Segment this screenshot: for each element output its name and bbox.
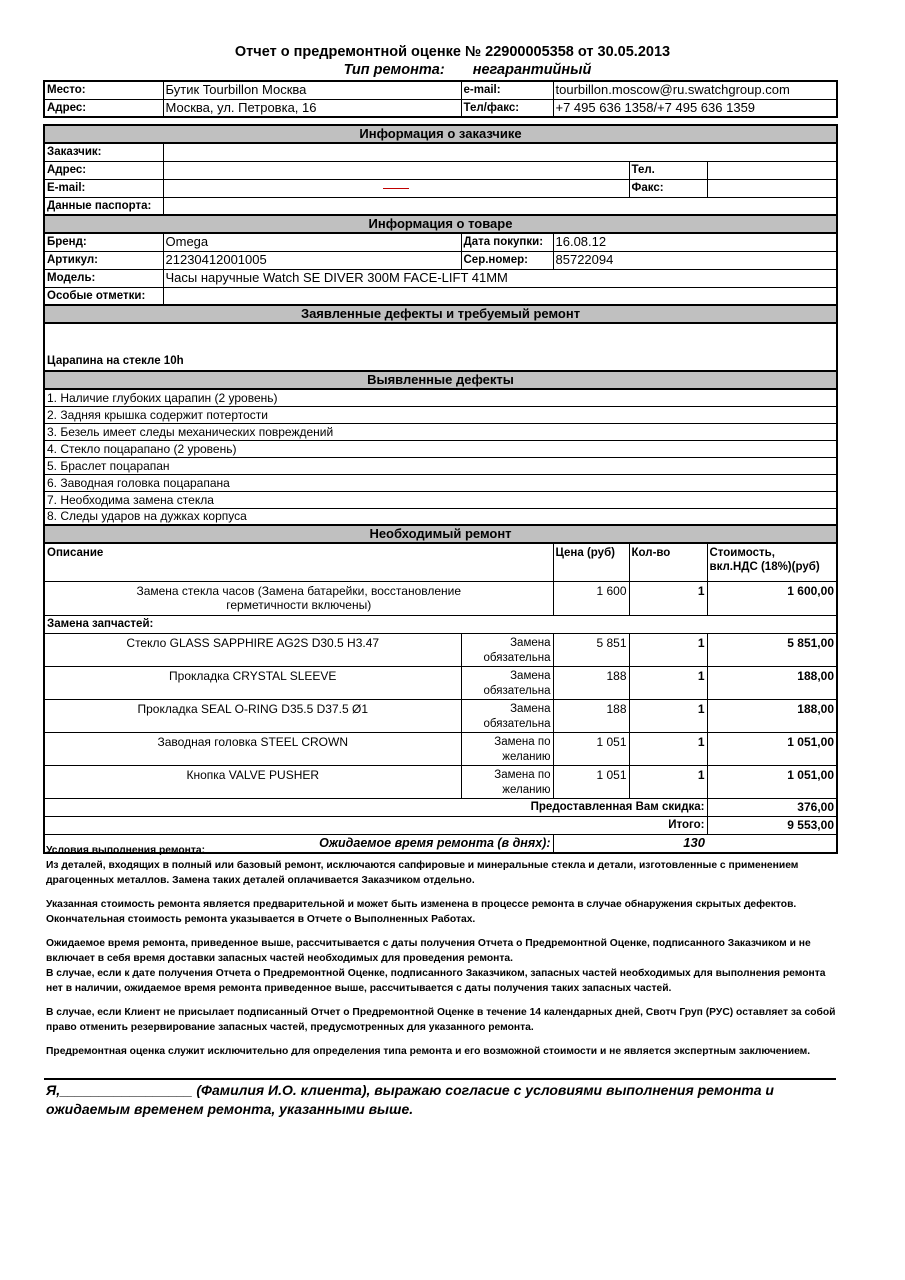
repair-type: [0, 62, 905, 78]
part-name: Стекло GLASS SAPPHIRE AG2S D30.5 H3.47: [44, 633, 461, 666]
document-title: Отчет о предремонтной оценке № 22900005358 от 30.05.2013: [234, 44, 671, 60]
terms-paragraph: Предремонтная оценка служит исключительно для определения типа ремонта и его возможной стоимости и не является экспертным заключением.: [46, 1046, 811, 1057]
part-price: 1 051: [553, 765, 629, 798]
part-row: [44, 633, 837, 666]
part-replacement-type: Замена обязательна: [461, 633, 553, 666]
signature-divider: [44, 1078, 836, 1080]
part-price: 1 051: [553, 732, 629, 765]
part-replacement-type: Замена обязательна: [461, 699, 553, 732]
notes-label: Особые отметки:: [44, 287, 163, 305]
declared-defects-text: Царапина на стекле 10h: [44, 323, 837, 371]
customer-fax-label: Факс:: [629, 179, 707, 197]
repair-section-header: Необходимый ремонт: [44, 525, 837, 543]
passport-label: Данные паспорта:: [44, 197, 163, 215]
defect-item: 5. Браслет поцарапан: [44, 457, 837, 474]
serial-value: 85722094: [553, 251, 837, 269]
email-label: e-mail:: [461, 81, 553, 99]
article-label: Артикул:: [44, 251, 163, 269]
terms-paragraph: Указанная стоимость ремонта является предварительной и может быть изменена в процессе ремонта в случае обнаружения скрытых дефектов. Окончательная стоимость ремонта указывается в Отчете о Выполненных Работах.: [46, 899, 797, 925]
part-row: [44, 732, 837, 765]
parts-label: Замена запчастей:: [44, 615, 837, 633]
defect-item: 1. Наличие глубоких царапин (2 уровень): [44, 389, 837, 406]
article-value: 21230412001005: [163, 251, 461, 269]
part-qty: 1: [629, 633, 707, 666]
terms-paragraph: Ожидаемое время ремонта, приведенное выше, рассчитывается с даты получения Отчета о Предремонтной Оценке, подписанного Заказчиком и не включает в себя время доставки запасных частей необходимых для проведения ремонта.: [46, 938, 811, 964]
boutique-info-table: [43, 80, 838, 118]
customer-address-field[interactable]: [163, 161, 629, 179]
part-row: [44, 699, 837, 732]
discount-value: 376,00: [707, 798, 837, 816]
found-defects-section-header: Выявленные дефекты: [44, 371, 837, 389]
part-qty: 1: [629, 765, 707, 798]
purchase-date-value: 16.08.12: [553, 233, 837, 251]
part-replacement-type: Замена по желанию: [461, 765, 553, 798]
customer-section-header: Информация о заказчике: [44, 125, 837, 143]
repair-terms: [46, 843, 836, 1068]
address-label: Адрес:: [44, 99, 163, 117]
product-section-header: Информация о товаре: [44, 215, 837, 233]
discount-label: Предоставленная Вам скидка:: [44, 798, 707, 816]
passport-field[interactable]: [163, 197, 837, 215]
part-cost: 1 051,00: [707, 732, 837, 765]
phone-label: Тел/факс:: [461, 99, 553, 117]
part-price: 188: [553, 666, 629, 699]
terms-paragraph: В случае, если к дате получения Отчета о Предремонтной Оценке, подписанного Заказчиком, запасных частей необходимых для выполнения ремонта нет в наличии, ожидаемое время ремонта приведенное выше, рассчитывается с даты получения таких запасных частей.: [46, 968, 826, 994]
model-value: Часы наручные Watch SE DIVER 300M FACE-LIFT 41MM: [163, 269, 837, 287]
part-cost: 1 051,00: [707, 765, 837, 798]
terms-heading: Условия выполнения ремонта:: [46, 845, 206, 856]
service-description: Замена стекла часов (Замена батарейки, восстановление герметичности включены): [44, 581, 553, 615]
part-price: 5 851: [553, 633, 629, 666]
customer-tel-label: Тел.: [629, 161, 707, 179]
serial-label: Сер.номер:: [461, 251, 553, 269]
customer-label: Заказчик:: [44, 143, 163, 161]
service-row: [44, 581, 837, 615]
repair-time-label: Ожидаемое время ремонта (в днях):: [44, 834, 553, 853]
defect-item: 6. Заводная головка поцарапана: [44, 474, 837, 491]
customer-email-label: E-mail:: [44, 179, 163, 197]
repair-type-value: негарантийный: [472, 62, 592, 78]
part-name: Прокладка SEAL O-RING D35.5 D37.5 Ø1: [44, 699, 461, 732]
purchase-date-label: Дата покупки:: [461, 233, 553, 251]
brand-value: Omega: [163, 233, 461, 251]
brand-label: Бренд:: [44, 233, 163, 251]
service-cost: 1 600,00: [707, 581, 837, 615]
address-value: Москва, ул. Петровка, 16: [163, 99, 461, 117]
customer-email-field[interactable]: [163, 179, 629, 197]
part-qty: 1: [629, 732, 707, 765]
part-qty: 1: [629, 699, 707, 732]
part-name: Прокладка CRYSTAL SLEEVE: [44, 666, 461, 699]
service-qty: 1: [629, 581, 707, 615]
part-row: [44, 765, 837, 798]
col-description-header: Описание: [44, 543, 553, 581]
terms-paragraph: Из деталей, входящих в полный или базовый ремонт, исключаются сапфировые и минеральные стекла и детали, изготовленные с применением драгоценных металлов. Замена таких деталей оплачивается Заказчиком отдельно.: [46, 860, 799, 886]
place-label: Место:: [44, 81, 163, 99]
part-price: 188: [553, 699, 629, 732]
customer-fax-field[interactable]: [707, 179, 837, 197]
total-value: 9 553,00: [707, 816, 837, 834]
part-replacement-type: Замена по желанию: [461, 732, 553, 765]
defect-item: 8. Следы ударов на дужках корпуса: [44, 508, 837, 525]
defect-item: 4. Стекло поцарапано (2 уровень): [44, 440, 837, 457]
part-cost: 5 851,00: [707, 633, 837, 666]
part-qty: 1: [629, 666, 707, 699]
customer-address-label: Адрес:: [44, 161, 163, 179]
place-value: Бутик Tourbillon Москва: [163, 81, 461, 99]
part-name: Заводная головка STEEL CROWN: [44, 732, 461, 765]
customer-field[interactable]: [163, 143, 837, 161]
part-cost: 188,00: [707, 699, 837, 732]
repair-time-value: 130: [553, 834, 707, 853]
defect-item: 3. Безель имеет следы механических повреждений: [44, 423, 837, 440]
repair-type-label: Тип ремонта:: [343, 62, 445, 78]
part-name: Кнопка VALVE PUSHER: [44, 765, 461, 798]
terms-paragraph: В случае, если Клиент не присылает подписанный Отчет о Предремонтной Оценке в течение 14 календарных дней, Свотч Груп (РУС) оставляет за собой право отменить резервирование запасных частей, предусмотренных для указанного ремонта.: [46, 1007, 836, 1033]
total-label: Итого:: [44, 816, 707, 834]
defect-item: 2. Задняя крышка содержит потертости: [44, 406, 837, 423]
declared-section-header: Заявленные дефекты и требуемый ремонт: [44, 305, 837, 323]
phone-value: +7 495 636 1358/+7 495 636 1359: [553, 99, 837, 117]
red-dash-mark: [383, 188, 409, 189]
col-price-header: Цена (руб): [553, 543, 629, 581]
part-row: [44, 666, 837, 699]
service-price: 1 600: [553, 581, 629, 615]
defect-item: 7. Необходима замена стекла: [44, 491, 837, 508]
col-qty-header: Кол-во: [629, 543, 707, 581]
model-label: Модель:: [44, 269, 163, 287]
repair-estimate-table: [43, 124, 838, 854]
consent-statement: Я,_________________ (Фамилия И.О. клиента), выражаю согласие с условиями выполнения ремонта и ожидаемым временем ремонта, указанными выше.: [46, 1082, 774, 1117]
col-cost-header: Стоимость, вкл.НДС (18%)(руб): [707, 543, 837, 581]
part-replacement-type: Замена обязательна: [461, 666, 553, 699]
notes-field[interactable]: [163, 287, 837, 305]
email-value: tourbillon.moscow@ru.swatchgroup.com: [553, 81, 837, 99]
part-cost: 188,00: [707, 666, 837, 699]
customer-tel-field[interactable]: [707, 161, 837, 179]
